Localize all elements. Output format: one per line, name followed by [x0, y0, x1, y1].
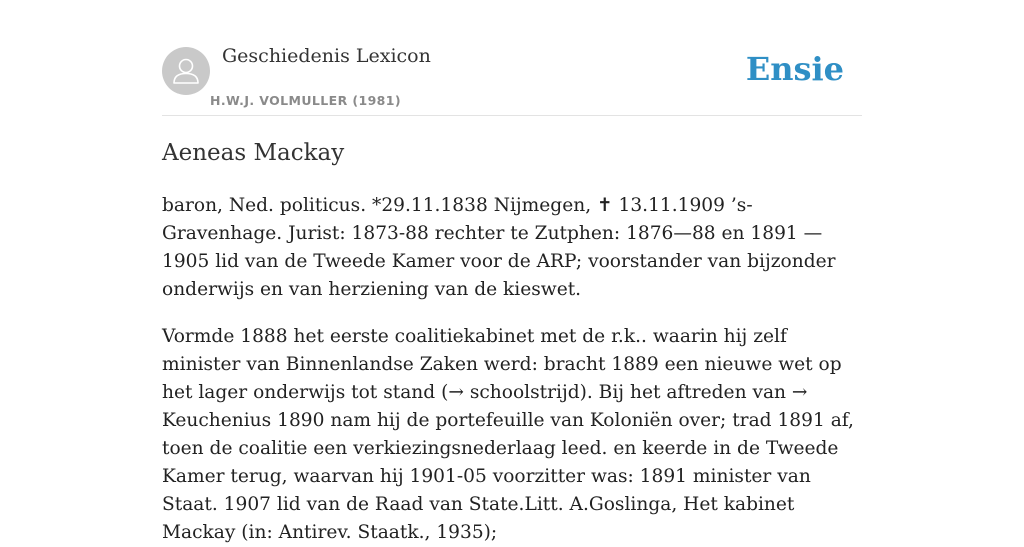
entry-title: Aeneas Mackay: [162, 140, 345, 166]
avatar[interactable]: [162, 47, 210, 95]
header: [162, 0, 862, 116]
entry-paragraph-2: Vormde 1888 het eerste coalitiekabinet met de r.k.. waarin hij zelf minister van Binnenlandse Zaken werd: bracht 1889 een nieuwe wet op het lager onderwijs tot stand (→ schoolstrijd). Bij het aftreden van → Keuchenius 1890 nam hij de portefeuille van Koloniën over; trad 1891 af, toen de coalitie een verkiezingsnederlaag leed. en keerde in de Tweede Kamer terug, waarvan hij 1901-05 voorzitter was: 1891 minister van Staat. 1907 lid van de Raad van State.Litt. A.Goslinga, Het kabinet Mackay (in: Antirev. Staatk., 1935);: [162, 326, 854, 543]
page-container: [162, 0, 862, 543]
author-name[interactable]: H.W.J. VOLMULLER (1981): [210, 93, 401, 108]
user-icon: [162, 47, 210, 95]
lexicon-title[interactable]: Geschiedenis Lexicon: [222, 45, 431, 67]
ensie-logo[interactable]: Ensie: [745, 50, 844, 88]
entry-paragraph-1: baron, Ned. politicus. *29.11.1838 Nijmegen, ✝ 13.11.1909 ’s-Gravenhage. Jurist: 1873-88 rechter te Zutphen: 1876—88 en 1891 — 1905 lid van de Tweede Kamer voor de ARP; voorstander van bijzonder onderwijs en van herziening van de kieswet.: [162, 195, 836, 300]
